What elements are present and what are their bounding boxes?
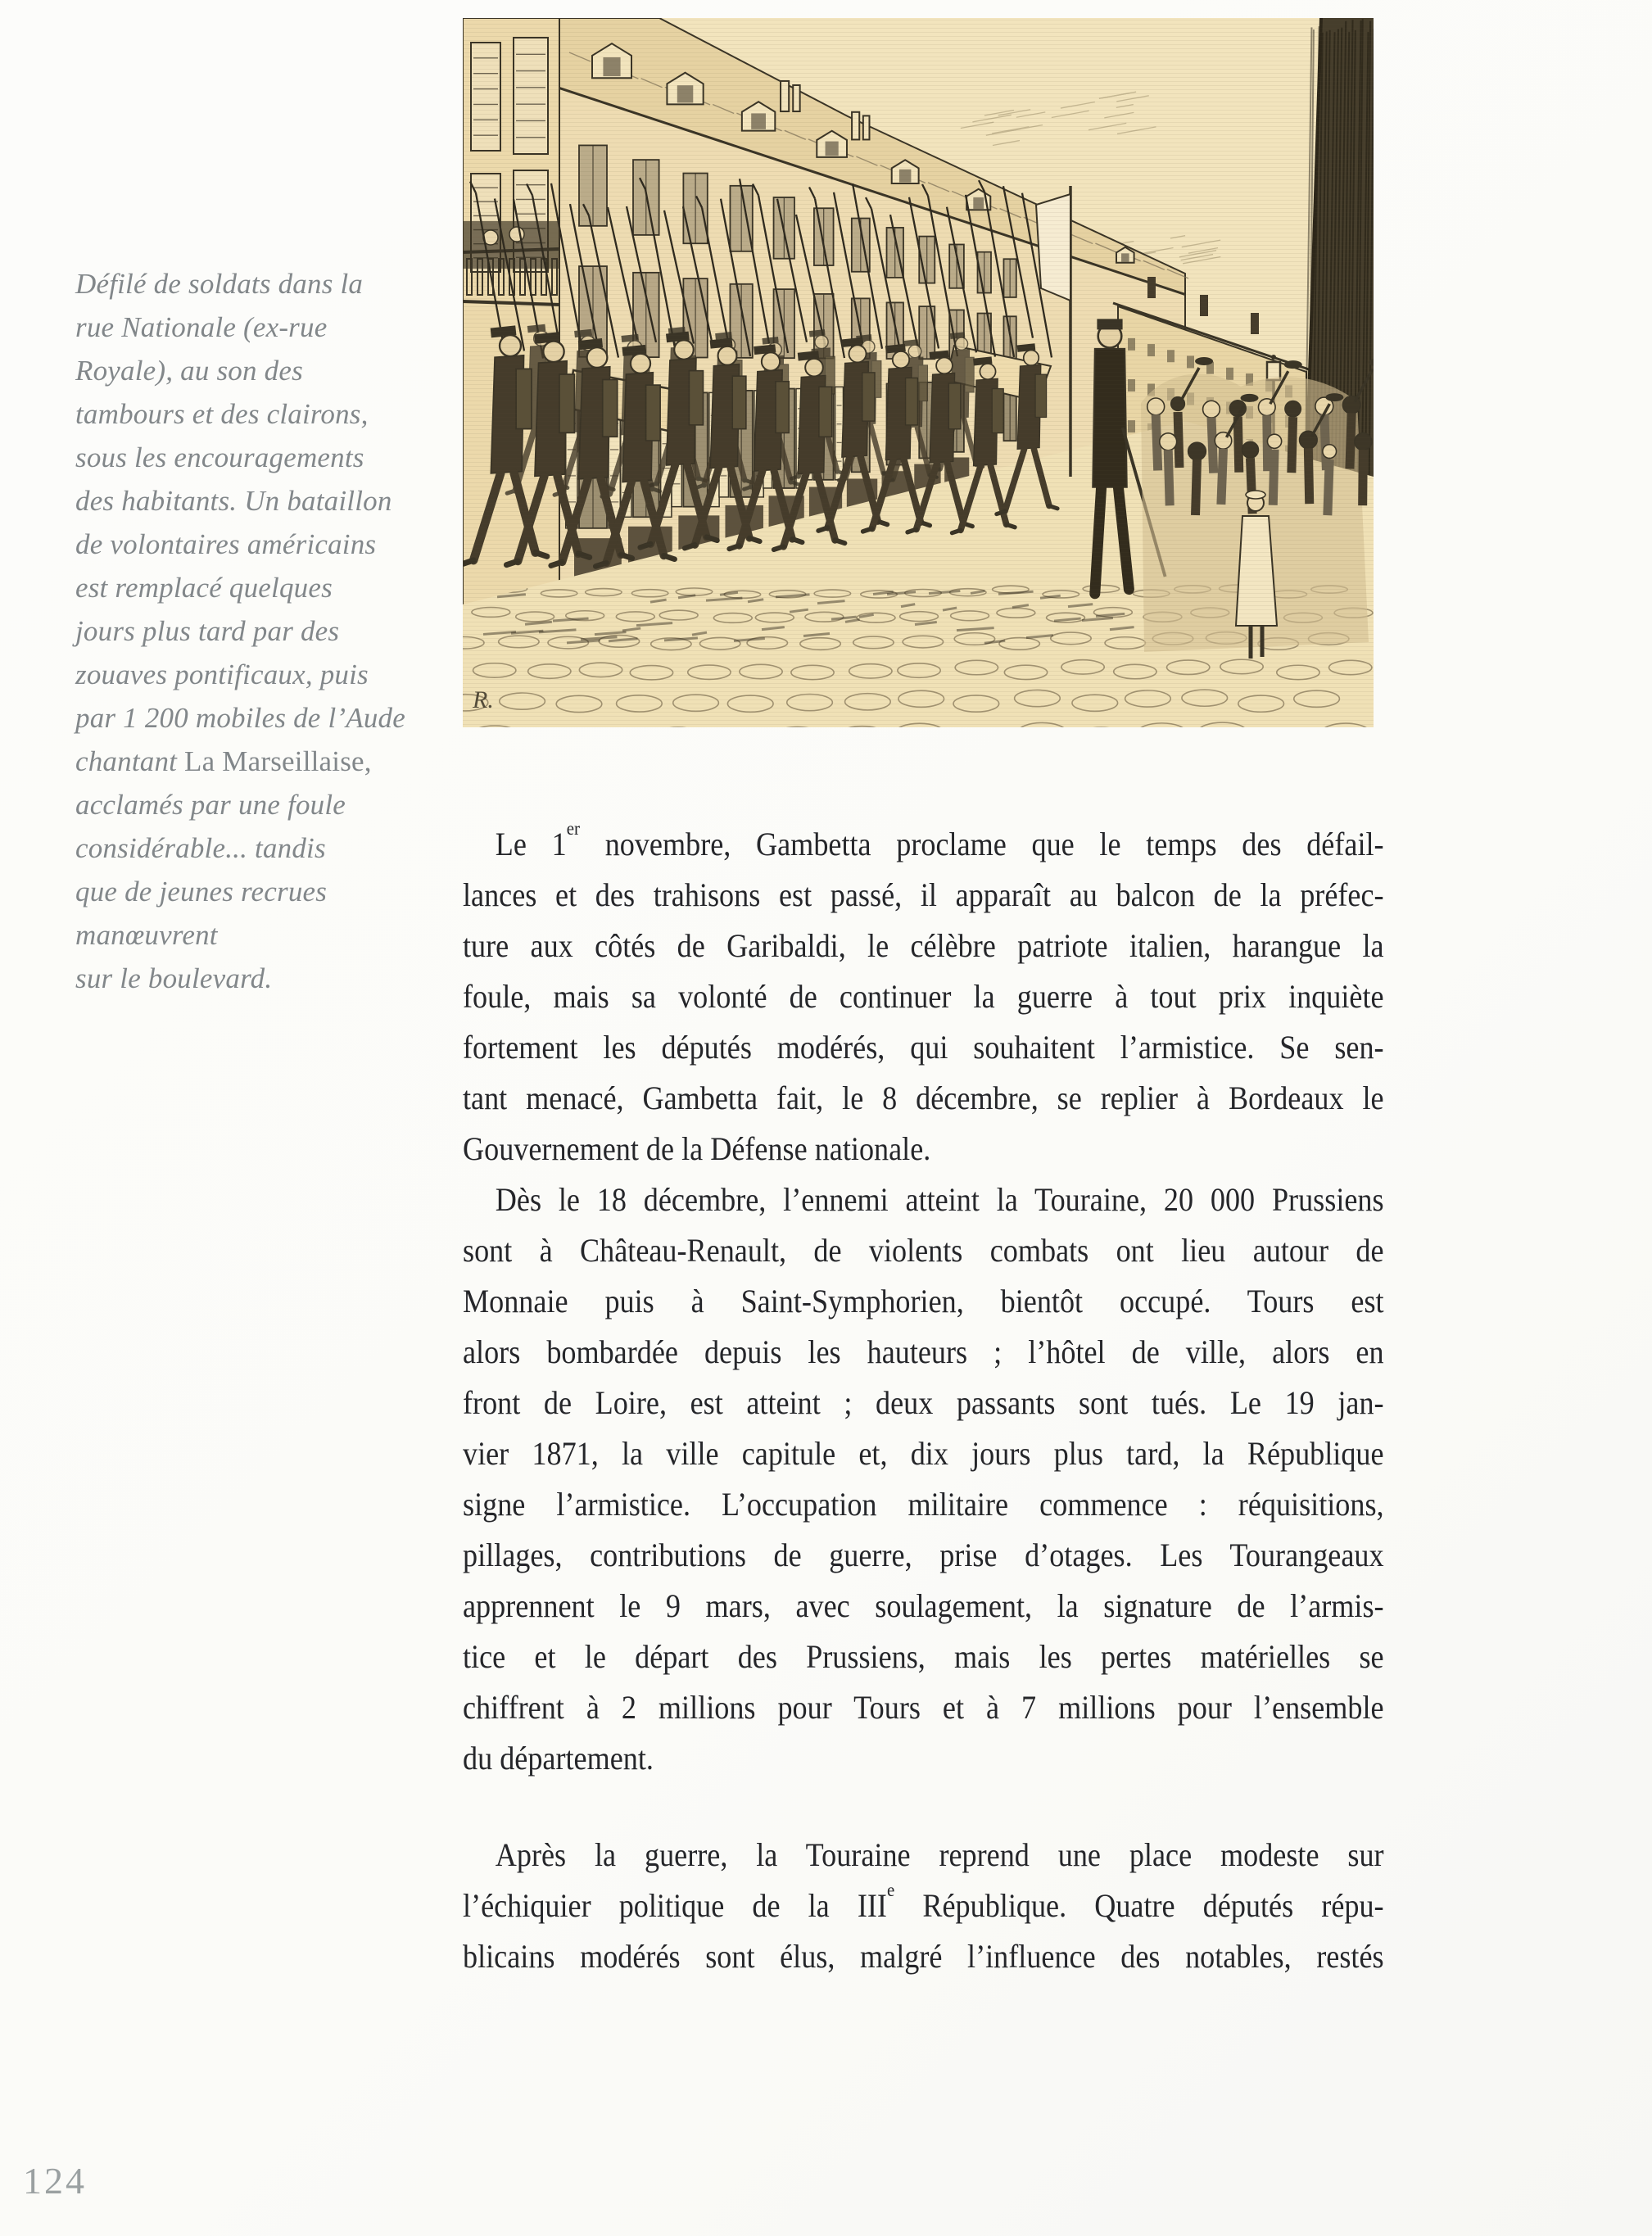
body-line xyxy=(463,1276,1384,1327)
caption-line xyxy=(75,653,460,696)
body-line xyxy=(463,819,1384,870)
parade-illustration xyxy=(463,18,1374,727)
text-segment: sous les encouragements xyxy=(75,441,364,473)
text-segment: sont à Château-Renault, de violents combats ont lieu autour de xyxy=(463,1232,1384,1269)
text-segment: sur le boulevard. xyxy=(75,962,273,994)
caption-line xyxy=(75,913,460,957)
caption-line xyxy=(75,870,460,913)
body-line xyxy=(463,1830,1384,1881)
text-segment: Gouvernement de la Défense nationale. xyxy=(463,1130,931,1167)
caption-line xyxy=(75,566,460,609)
text-segment: Monnaie puis à Saint-Symphorien, bientôt occupé. Tours est xyxy=(463,1283,1384,1319)
text-segment: novembre, Gambetta proclame que le temps des défail- xyxy=(579,826,1384,862)
body-line xyxy=(463,1225,1384,1276)
text-segment: foule, mais sa volonté de continuer la guerre à tout prix inquiète xyxy=(463,978,1384,1015)
text-segment: signe l’armistice. L’occupation militaire commence : réquisitions, xyxy=(463,1486,1384,1523)
text-segment: lances et des trahisons est passé, il apparaît au balcon de la préfec- xyxy=(463,876,1384,913)
body-line xyxy=(463,1733,1384,1784)
body-line xyxy=(463,1931,1384,1982)
text-segment: tice et le départ des Prussiens, mais les pertes matérielles se xyxy=(463,1638,1384,1675)
body-line xyxy=(463,971,1384,1022)
text-segment: Défilé de soldats dans la xyxy=(75,268,364,300)
body-line xyxy=(463,1632,1384,1682)
text-segment: zouaves pontificaux, puis xyxy=(75,659,369,690)
caption-line xyxy=(75,696,460,740)
body-line xyxy=(463,1881,1384,1931)
body-line xyxy=(463,1378,1384,1428)
text-segment: Dès le 18 décembre, l’ennemi atteint la Touraine, 20 000 Prussiens xyxy=(495,1181,1384,1218)
text-segment: acclamés par une foule xyxy=(75,789,346,821)
body-line xyxy=(463,1530,1384,1581)
text-segment: jours plus tard par des xyxy=(75,615,340,647)
text-segment: alors bombardée depuis les hauteurs ; l’hôtel de ville, alors en xyxy=(463,1333,1384,1370)
caption-line xyxy=(75,523,460,566)
paragraph xyxy=(463,1830,1384,1982)
text-segment: par 1 200 mobiles de l’Aude xyxy=(75,702,405,734)
body-line xyxy=(463,1124,1384,1175)
text-segment: considérable... tandis xyxy=(75,832,326,864)
text-segment: de volontaires américains xyxy=(75,528,377,560)
text-segment: tambours et des clairons, xyxy=(75,398,369,430)
text-segment: chantant xyxy=(75,745,185,777)
body-line xyxy=(463,1327,1384,1378)
text-segment: front de Loire, est atteint ; deux passants sont tués. Le 19 jan- xyxy=(463,1384,1384,1421)
caption-line xyxy=(75,306,460,349)
text-segment: des habitants. Un bataillon xyxy=(75,485,392,517)
text-segment: Après la guerre, la Touraine reprend une place modeste sur xyxy=(495,1836,1384,1873)
body-line xyxy=(463,1581,1384,1632)
text-segment: que de jeunes recrues xyxy=(75,876,328,908)
text-segment: chiffrent à 2 millions pour Tours et à 7 millions pour l’ensemble xyxy=(463,1689,1384,1726)
page-number: 124 xyxy=(23,2160,87,2202)
body-line xyxy=(463,921,1384,971)
caption-line xyxy=(75,479,460,523)
body-line xyxy=(463,1022,1384,1073)
caption-line xyxy=(75,826,460,870)
text-segment: vier 1871, la ville capitule et, dix jours plus tard, la République xyxy=(463,1435,1384,1472)
caption-line xyxy=(75,392,460,436)
text-segment: manœuvrent xyxy=(75,919,218,951)
photo-caption xyxy=(75,262,460,1000)
text-segment: ture aux côtés de Garibaldi, le célèbre patriote italien, harangue la xyxy=(463,927,1384,964)
caption-line xyxy=(75,783,460,826)
body-line xyxy=(463,1479,1384,1530)
body-line xyxy=(463,1682,1384,1733)
caption-line xyxy=(75,349,460,392)
text-segment: tant menacé, Gambetta fait, le 8 décembre, se replier à Bordeaux le xyxy=(463,1080,1384,1116)
text-segment: Le 1 xyxy=(495,826,567,862)
superscript: e xyxy=(886,1880,895,1902)
paragraph xyxy=(463,819,1384,1175)
body-line xyxy=(463,1428,1384,1479)
text-segment: fortement les députés modérés, qui souhaitent l’armistice. Se sen- xyxy=(463,1029,1384,1066)
body-line xyxy=(463,870,1384,921)
text-segment: blicains modérés sont élus, malgré l’influence des notables, restés xyxy=(463,1938,1384,1975)
text-segment: La Marseillaise, xyxy=(184,745,372,777)
text-segment: apprennent le 9 mars, avec soulagement, la signature de l’armis- xyxy=(463,1587,1384,1624)
body-line xyxy=(463,1073,1384,1124)
text-segment: l’échiquier politique de la III xyxy=(463,1887,887,1924)
parade-illustration-svg xyxy=(463,18,1374,727)
body-line xyxy=(463,1175,1384,1225)
paragraph xyxy=(463,1175,1384,1784)
body-text-column xyxy=(463,819,1384,1982)
caption-line xyxy=(75,609,460,653)
caption-line xyxy=(75,957,460,1000)
text-segment: rue Nationale (ex-rue xyxy=(75,311,328,343)
text-segment: pillages, contributions de guerre, prise d’otages. Les Tourangeaux xyxy=(463,1537,1384,1573)
caption-line xyxy=(75,262,460,306)
text-segment: du département. xyxy=(463,1740,654,1777)
caption-line xyxy=(75,740,460,783)
text-segment: République. Quatre députés répu- xyxy=(894,1887,1384,1924)
caption-line xyxy=(75,436,460,479)
text-segment: Royale), au son des xyxy=(75,355,303,387)
text-segment: est remplacé quelques xyxy=(75,572,333,604)
body-text xyxy=(463,819,1384,1982)
superscript: er xyxy=(566,818,580,840)
